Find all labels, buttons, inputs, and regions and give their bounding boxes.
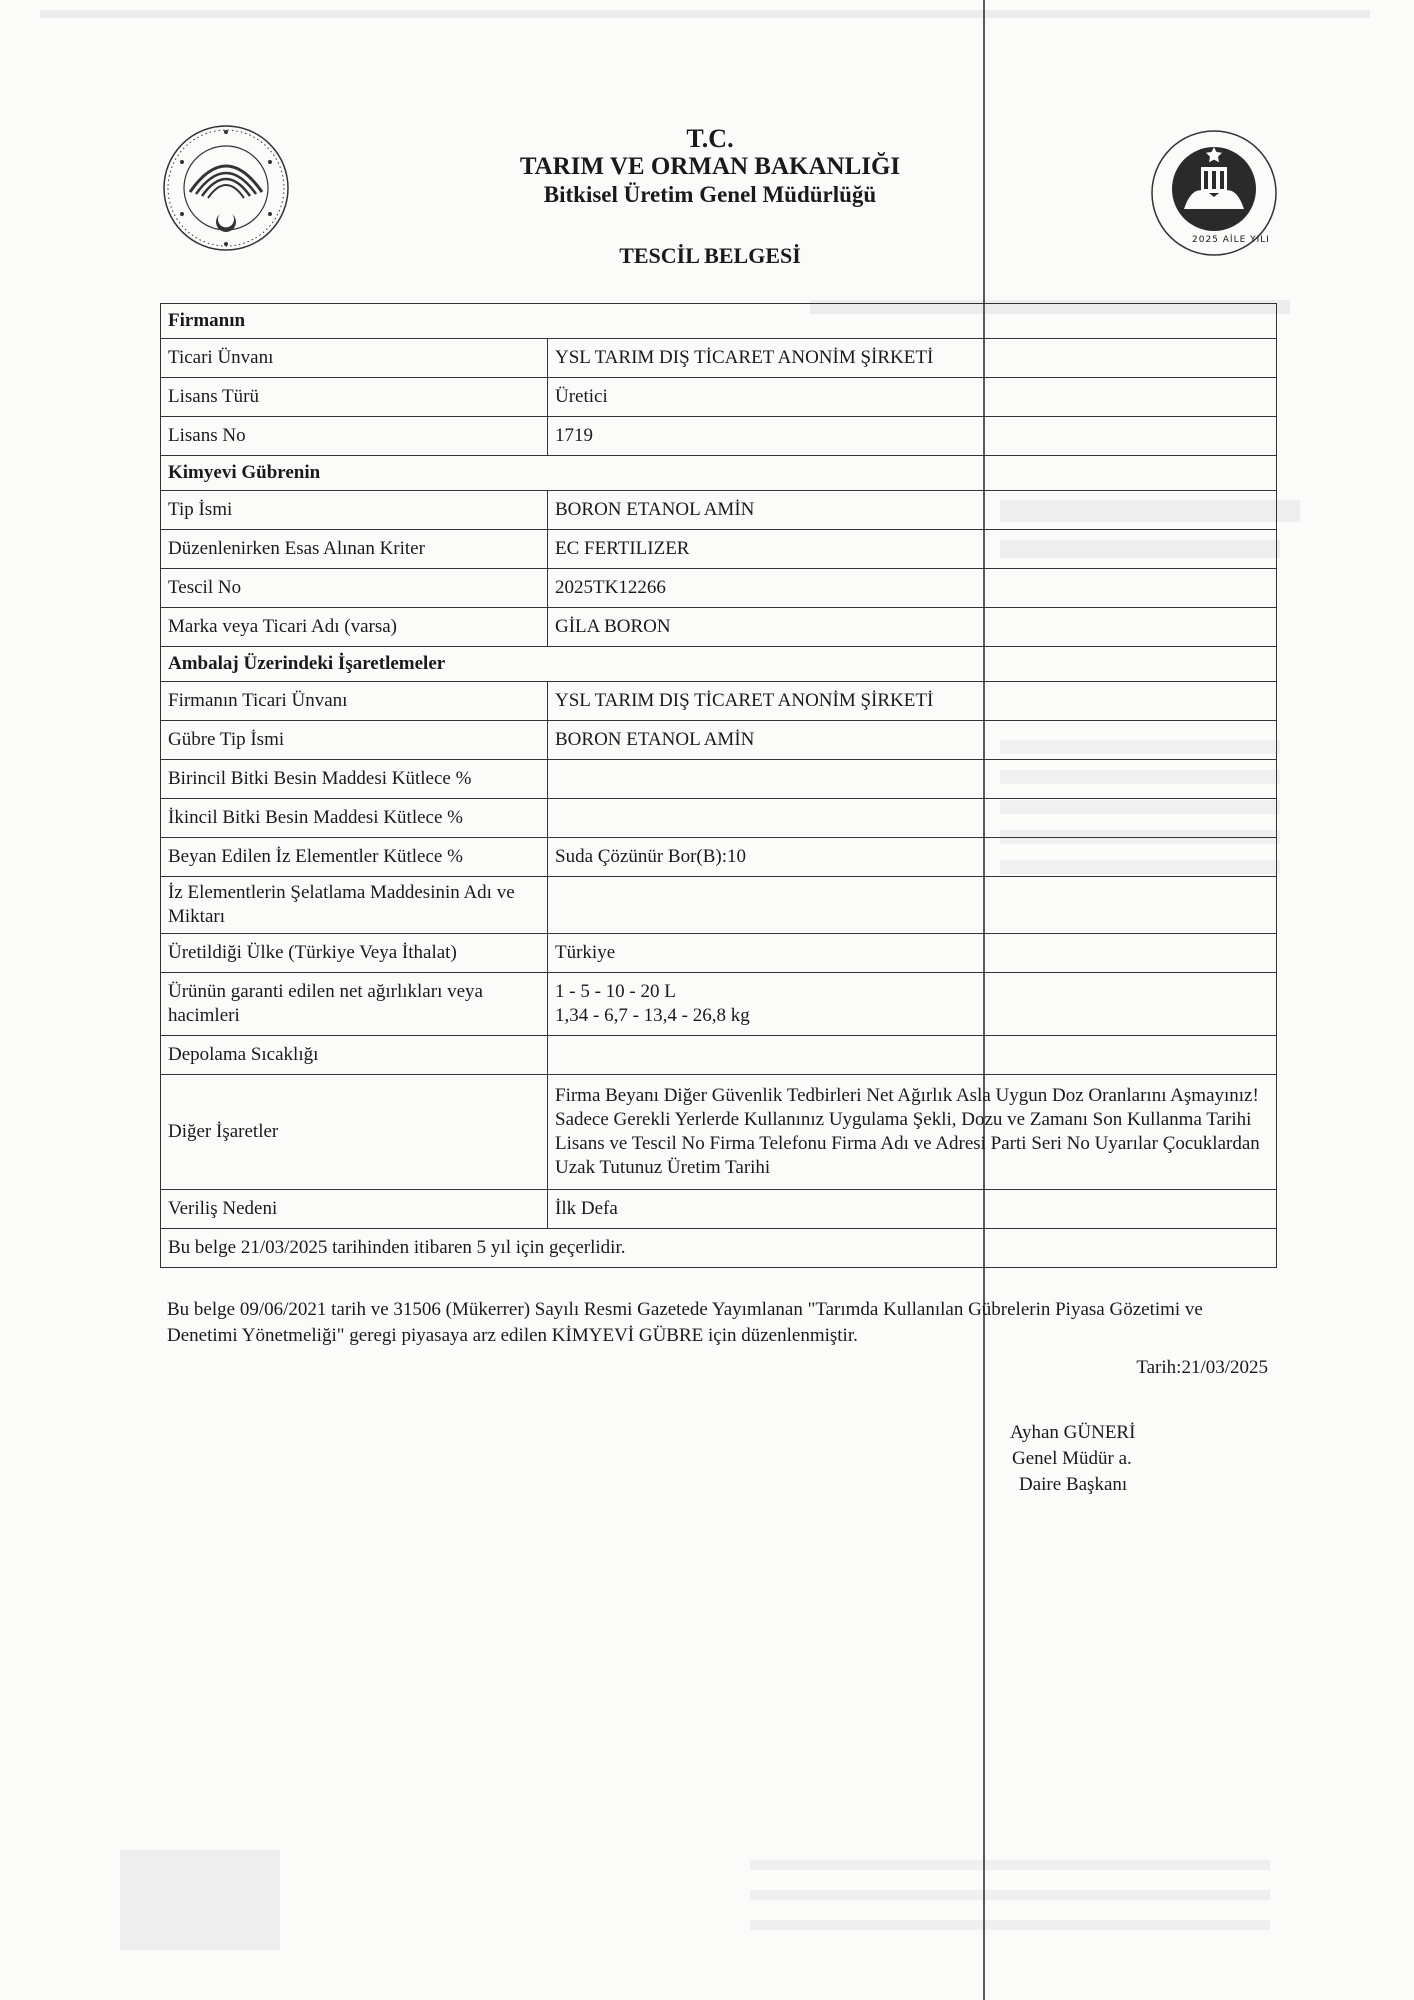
section-row-fertilizer [161, 456, 1277, 491]
header-directorate: Bitkisel Üretim Genel Müdürlüğü [543, 182, 877, 207]
fertilizer-type-label: Gübre Tip İsmi [161, 721, 548, 760]
firm-trade-name-value: YSL TARIM DIŞ TİCARET ANONİM ŞİRKETİ [548, 339, 1277, 378]
origin-country-label: Üretildiği Ülke (Türkiye Veya İthalat) [161, 934, 548, 973]
secondary-nutrient-value [548, 799, 1277, 838]
table-row [161, 608, 1277, 647]
other-marks-value: Firma Beyanı Diğer Güvenlik Tedbirleri Net Ağırlık Asla Uygun Doz Oranlarını Aşmayınız! Sadece Gerekli Yerlerde Kullanınız Uygulama Şekli, Dozu ve Zamanı Son Kullanma Tarihi Lisans ve Tescil No Firma Telefonu Firma Adı ve Adresi Parti Seri No Uyarılar Çocuklardan Uzak Tutunuz Üretim Tarihi [548, 1075, 1277, 1190]
signatory-title: Genel Müdür a. [1012, 1448, 1132, 1469]
license-type-value: Üretici [548, 378, 1277, 417]
header-tc: T.C. [686, 124, 734, 153]
section-heading-fertilizer: Kimyevi Gübrenin [161, 456, 1277, 491]
criterion-value: EC FERTILIZER [548, 530, 1277, 569]
table-row [161, 1036, 1277, 1075]
type-name-value: BORON ETANOL AMİN [548, 491, 1277, 530]
table-row [161, 877, 1277, 934]
registration-no-value: 2025TK12266 [548, 569, 1277, 608]
document-header [450, 125, 970, 209]
table-row [161, 799, 1277, 838]
table-row [161, 530, 1277, 569]
signature-block [1010, 1420, 1210, 1498]
other-marks-label: Diğer İşaretler [161, 1075, 548, 1190]
section-row-packaging [161, 647, 1277, 682]
license-type-label: Lisans Türü [161, 378, 548, 417]
section-heading-packaging: Ambalaj Üzerindeki İşaretlemeler [161, 647, 1277, 682]
primary-nutrient-label: Birincil Bitki Besin Maddesi Kütlece % [161, 760, 548, 799]
table-row [161, 682, 1277, 721]
chelating-agent-value [548, 877, 1277, 934]
table-row [161, 838, 1277, 877]
header-ministry: TARIM VE ORMAN BAKANLIĞI [519, 153, 901, 180]
packaging-firm-name-label: Firmanın Ticari Ünvanı [161, 682, 548, 721]
primary-nutrient-value [548, 760, 1277, 799]
net-volume-line: 1 - 5 - 10 - 20 L [555, 981, 676, 1002]
issue-reason-value: İlk Defa [548, 1190, 1277, 1229]
firm-trade-name-label: Ticari Ünvanı [161, 339, 548, 378]
trace-elements-value: Suda Çözünür Bor(B):10 [548, 838, 1277, 877]
validity-statement: Bu belge 21/03/2025 tarihinden itibaren 5 yıl için geçerlidir. [161, 1229, 1277, 1268]
secondary-nutrient-label: İkincil Bitki Besin Maddesi Kütlece % [161, 799, 548, 838]
net-weight-line: 1,34 - 6,7 - 13,4 - 26,8 kg [555, 1005, 750, 1026]
document-title: TESCİL BELGESİ [619, 243, 801, 268]
validity-row [161, 1229, 1277, 1268]
type-name-label: Tip İsmi [161, 491, 548, 530]
ministry-seal-icon [160, 122, 292, 254]
seal-caption: 2025 AİLE YILI [1192, 235, 1270, 245]
license-no-label: Lisans No [161, 417, 548, 456]
criterion-label: Düzenlenirken Esas Alınan Kriter [161, 530, 548, 569]
license-no-value: 1719 [548, 417, 1277, 456]
table-row [161, 721, 1277, 760]
section-row-firm [161, 304, 1277, 339]
issue-date: Tarih:21/03/2025 [1136, 1357, 1268, 1378]
trace-elements-label: Beyan Edilen İz Elementler Kütlece % [161, 838, 548, 877]
table-row [161, 760, 1277, 799]
table-row [161, 417, 1277, 456]
fertilizer-type-value: BORON ETANOL AMİN [548, 721, 1277, 760]
storage-temperature-label: Depolama Sıcaklığı [161, 1036, 548, 1075]
signatory-department: Daire Başkanı [1019, 1474, 1128, 1495]
table-row [161, 934, 1277, 973]
storage-temperature-value [548, 1036, 1277, 1075]
brand-name-label: Marka veya Ticari Adı (varsa) [161, 608, 548, 647]
signatory-name: Ayhan GÜNERİ [1010, 1422, 1136, 1443]
origin-country-value: Türkiye [548, 934, 1277, 973]
ministry-seal-emblem [160, 122, 292, 254]
family-year-seal [1148, 127, 1280, 259]
packaging-firm-name-value: YSL TARIM DIŞ TİCARET ANONİM ŞİRKETİ [548, 682, 1277, 721]
table-row [161, 491, 1277, 530]
brand-name-value: GİLA BORON [548, 608, 1277, 647]
net-weights-value [548, 973, 1277, 1036]
table-row [161, 339, 1277, 378]
table-row [161, 378, 1277, 417]
table-row [161, 973, 1277, 1036]
table-row [161, 1190, 1277, 1229]
table-row [161, 1075, 1277, 1190]
legal-statement: Bu belge 09/06/2021 tarih ve 31506 (Mükerrer) Sayılı Resmi Gazetede Yayımlanan "Tarımda Kullanılan Gübrelerin Piyasa Gözetimi ve Denetimi Yönetmeliği" geregi piyasaya arz edilen KİMYEVİ GÜBRE için düzenlenmiştir. [167, 1299, 1203, 1346]
net-weights-label: Ürünün garanti edilen net ağırlıkları veya hacimleri [161, 973, 548, 1036]
issue-reason-label: Veriliş Nedeni [161, 1190, 548, 1229]
registration-no-label: Tescil No [161, 569, 548, 608]
table-row [161, 569, 1277, 608]
registration-table [160, 303, 1277, 1268]
chelating-agent-label: İz Elementlerin Şelatlama Maddesinin Adı ve Miktarı [161, 877, 548, 934]
section-heading-firm: Firmanın [161, 304, 1277, 339]
